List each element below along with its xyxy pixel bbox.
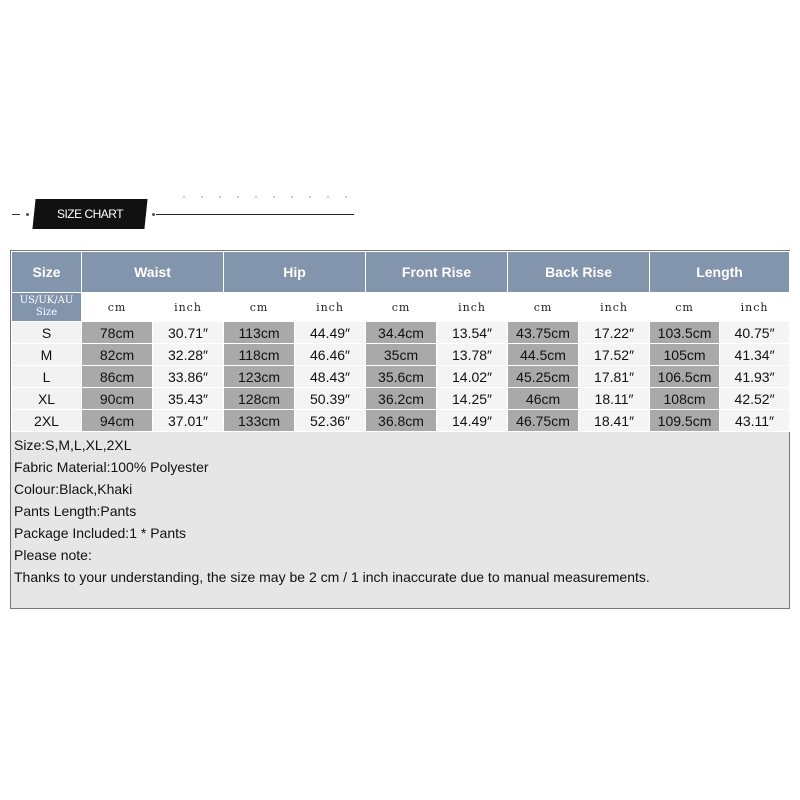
inch-cell: 13.78″ [437,344,508,366]
inch-cell: 40.75″ [720,322,790,344]
inch-cell: 18.41″ [579,410,650,432]
note-package: Package Included:1 * Pants [14,525,187,541]
cm-cell: 113cm [224,322,295,344]
product-notes [14,434,784,588]
inch-cell: 14.25″ [437,388,508,410]
unit-cm: cm [366,293,437,322]
unit-inch: inch [437,293,508,322]
cm-cell: 103.5cm [650,322,720,344]
header-back-rise: Back Rise [508,252,650,293]
header-waist: Waist [82,252,224,293]
inch-cell: 37.01″ [153,410,224,432]
inch-cell: 32.28″ [153,344,224,366]
cm-cell: 86cm [82,366,153,388]
cm-cell: 94cm [82,410,153,432]
cm-cell: 82cm [82,344,153,366]
unit-inch: inch [720,293,790,322]
size-cell: M [12,344,82,366]
inch-cell: 30.71″ [153,322,224,344]
banner-rule [156,214,354,215]
note-colour: Colour:Black,Khaki [14,481,133,497]
unit-cm: cm [650,293,720,322]
inch-cell: 44.49″ [295,322,366,344]
size-cell: 2XL [12,410,82,432]
banner-dots [175,196,355,198]
cm-cell: 46.75cm [508,410,579,432]
unit-inch: inch [579,293,650,322]
unit-inch: inch [153,293,224,322]
cm-cell: 105cm [650,344,720,366]
cm-cell: 36.8cm [366,410,437,432]
inch-cell: 50.39″ [295,388,366,410]
inch-cell: 52.36″ [295,410,366,432]
cm-cell: 34.4cm [366,322,437,344]
note-please-note: Please note: [14,547,92,563]
cm-cell: 109.5cm [650,410,720,432]
table-row [12,388,790,410]
cm-cell: 45.25cm [508,366,579,388]
header-size: Size [12,252,82,293]
size-chart-banner [0,190,800,240]
inch-cell: 41.93″ [720,366,790,388]
table-header-row [12,252,790,293]
table-unit-row [12,293,790,322]
table-row [12,410,790,432]
cm-cell: 36.2cm [366,388,437,410]
inch-cell: 41.34″ [720,344,790,366]
inch-cell: 13.54″ [437,322,508,344]
inch-cell: 14.49″ [437,410,508,432]
inch-cell: 35.43″ [153,388,224,410]
note-length: Pants Length:Pants [14,503,137,519]
size-cell: S [12,322,82,344]
cm-cell: 133cm [224,410,295,432]
banner-dot [152,213,155,216]
inch-cell: 18.11″ [579,388,650,410]
cm-cell: 44.5cm [508,344,579,366]
inch-cell: 46.46″ [295,344,366,366]
cm-cell: 118cm [224,344,295,366]
inch-cell: 17.52″ [579,344,650,366]
cm-cell: 90cm [82,388,153,410]
size-rows [12,322,790,432]
table-row [12,322,790,344]
unit-inch: inch [295,293,366,322]
inch-cell: 33.86″ [153,366,224,388]
cm-cell: 35.6cm [366,366,437,388]
cm-cell: 78cm [82,322,153,344]
inch-cell: 14.02″ [437,366,508,388]
header-length: Length [650,252,790,293]
cm-cell: 123cm [224,366,295,388]
cm-cell: 108cm [650,388,720,410]
header-region-size: US/UK/AU Size [12,293,82,322]
banner-dash [12,214,20,215]
size-chart-panel [10,250,790,609]
cm-cell: 35cm [366,344,437,366]
cm-cell: 106.5cm [650,366,720,388]
unit-cm: cm [224,293,295,322]
cm-cell: 43.75cm [508,322,579,344]
table-row [12,344,790,366]
cm-cell: 46cm [508,388,579,410]
banner-dot [26,213,29,216]
unit-cm: cm [82,293,153,322]
header-front-rise: Front Rise [366,252,508,293]
cm-cell: 128cm [224,388,295,410]
size-cell: L [12,366,82,388]
size-cell: XL [12,388,82,410]
inch-cell: 42.52″ [720,388,790,410]
inch-cell: 48.43″ [295,366,366,388]
header-hip: Hip [224,252,366,293]
table-row [12,366,790,388]
inch-cell: 17.22″ [579,322,650,344]
inch-cell: 17.81″ [579,366,650,388]
note-sizes: Size:S,M,L,XL,2XL [14,437,132,453]
size-table [11,251,790,432]
inch-cell: 43.11″ [720,410,790,432]
note-fabric: Fabric Material:100% Polyester [14,459,209,475]
banner-title: SIZE CHART [56,207,124,221]
note-disclaimer: Thanks to your understanding, the size may be 2 cm / 1 inch inaccurate due to manual measurements. [14,569,650,585]
unit-cm: cm [508,293,579,322]
